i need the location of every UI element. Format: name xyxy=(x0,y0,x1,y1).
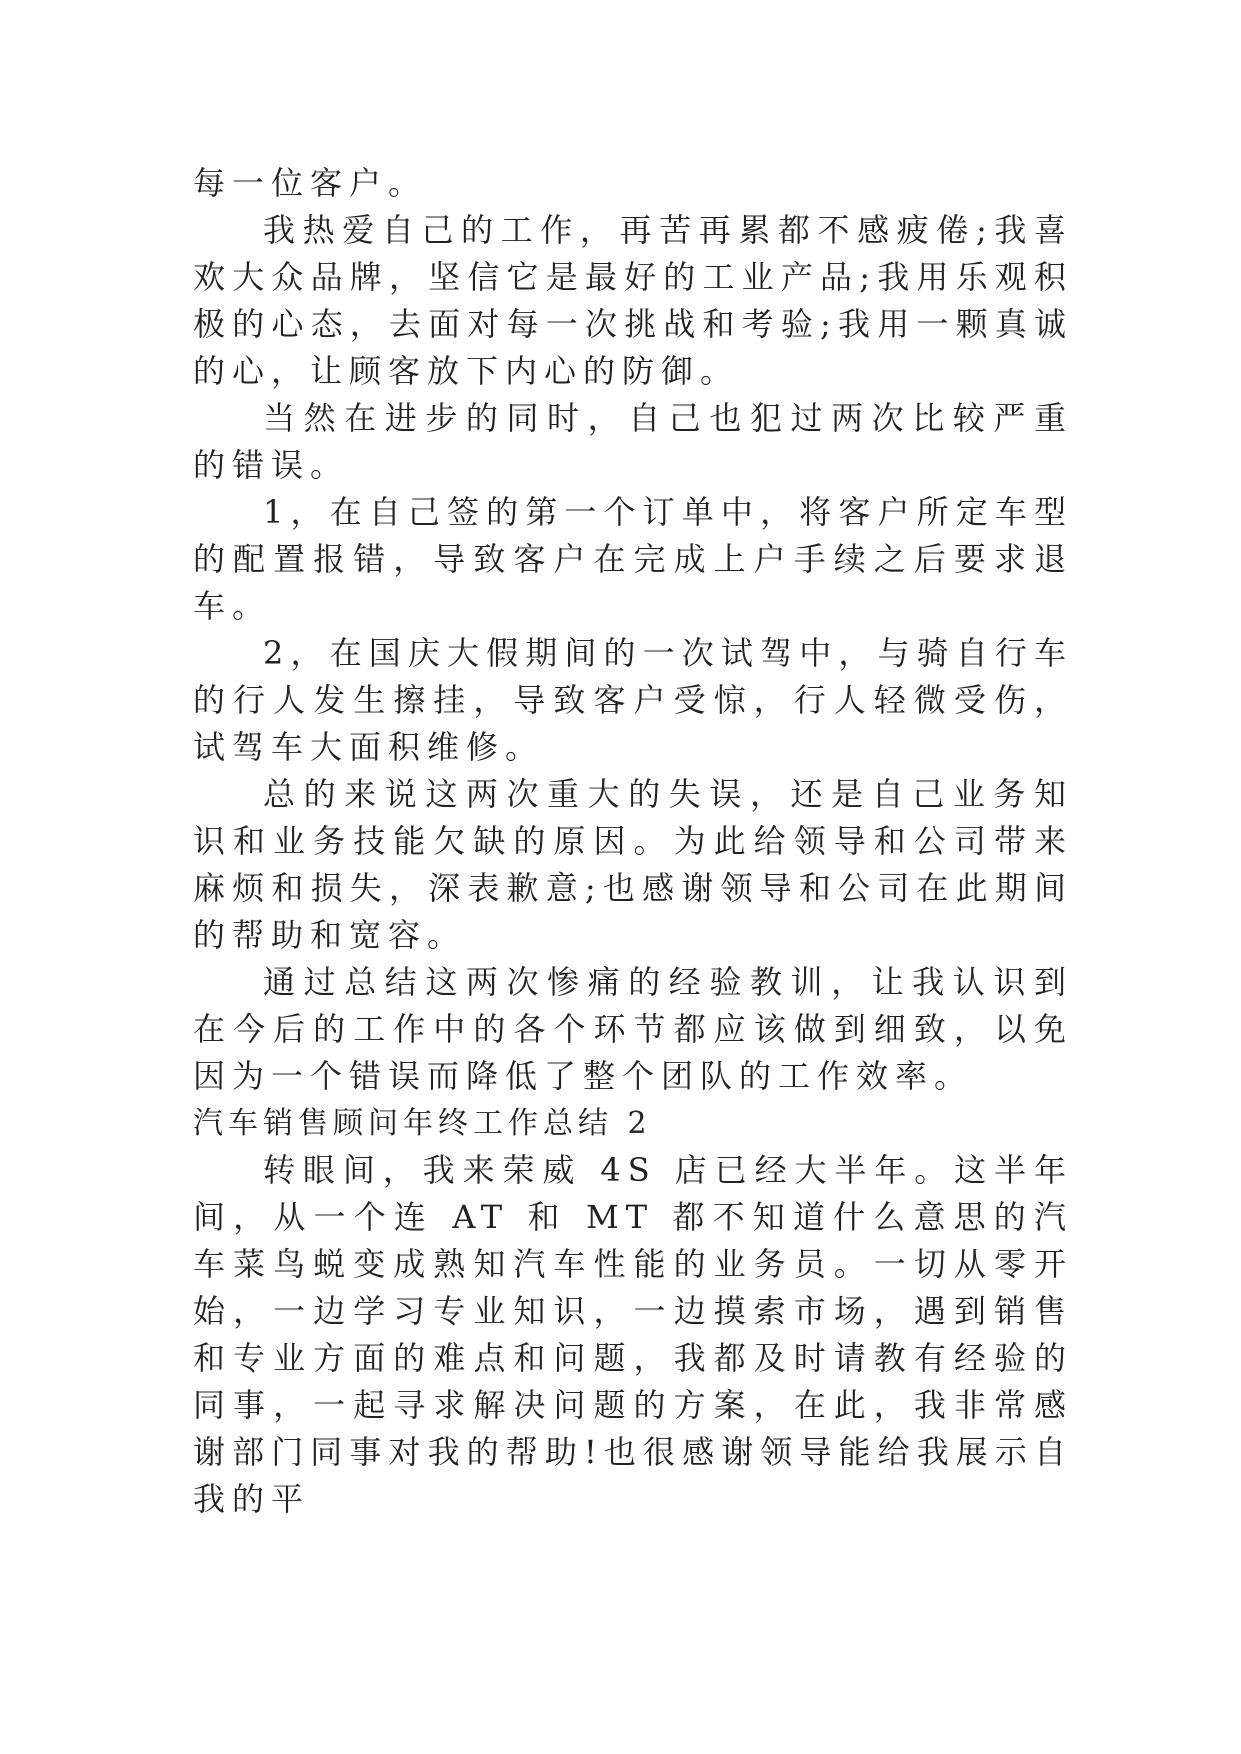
paragraph-mistake-2: 2，在国庆大假期间的一次试驾中，与骑自行车的行人发生擦挂，导致客户受惊，行人轻微受伤，试驾车大面积维修。 xyxy=(193,634,1073,766)
document-body xyxy=(193,160,1073,1523)
section-heading: 汽车销售顾问年终工作总结 2 xyxy=(193,1106,652,1141)
paragraph-customer-end: 每一位客户。 xyxy=(193,164,428,202)
paragraph-lessons: 通过总结这两次惨痛的经验教训，让我认识到在今后的工作中的各个环节都应该做到细致，以免因为一个错误而降低了整个团队的工作效率。 xyxy=(193,963,1073,1095)
paragraph-love-work: 我热爱自己的工作，再苦再累都不感疲倦;我喜欢大众品牌，坚信它是最好的工业产品;我用乐观积极的心态，去面对每一次挑战和考验;我用一颗真诚的心，让顾客放下内心的防御。 xyxy=(193,211,1073,390)
paragraph-mistakes-intro: 当然在进步的同时，自己也犯过两次比较严重的错误。 xyxy=(193,399,1073,484)
paragraph-mistake-1: 1，在自己签的第一个订单中，将客户所定车型的配置报错，导致客户在完成上户手续之后要求退车。 xyxy=(193,493,1073,625)
paragraph-summary: 总的来说这两次重大的失误，还是自己业务知识和业务技能欠缺的原因。为此给领导和公司带来麻烦和损失，深表歉意;也感谢领导和公司在此期间的帮助和宽容。 xyxy=(193,775,1073,954)
paragraph-intro-rongwei: 转眼间，我来荣威 4S 店已经大半年。这半年间，从一个连 AT 和 MT 都不知道什么意思的汽车菜鸟蜕变成熟知汽车性能的业务员。一切从零开始，一边学习专业知识，一边摸索市场，遇到销售和专业方面的难点和问题，我都及时请教有经验的同事，一起寻求解决问题的方案，在此，我非常感谢部门同事对我的帮助!也很感谢领导能给我展示自我的平 xyxy=(193,1151,1073,1518)
